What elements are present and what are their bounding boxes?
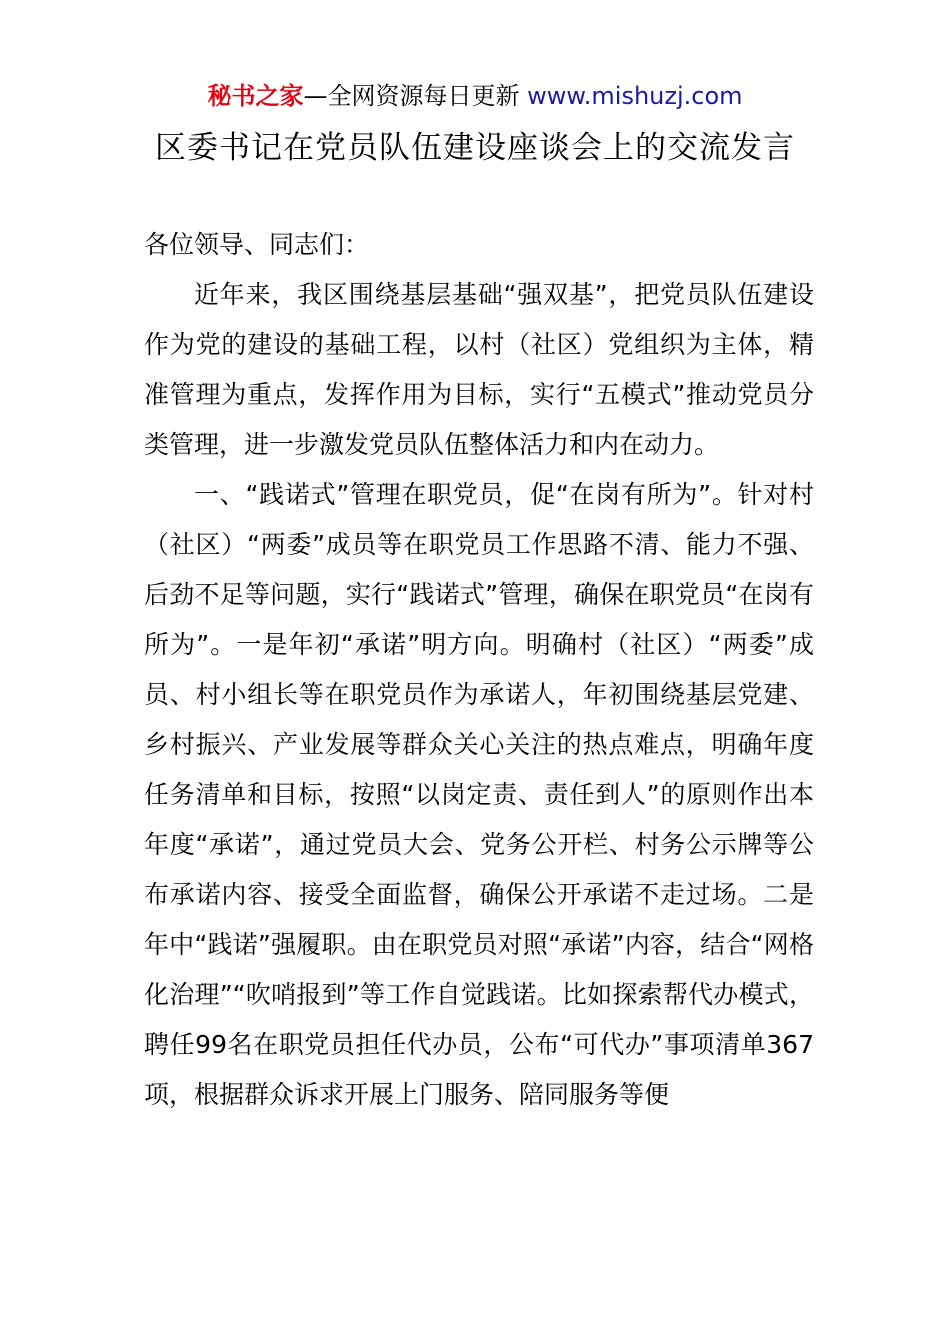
paragraph-intro: 近年来，我区围绕基层基础“强双基”，把党员队伍建设作为党的建设的基础工程，以村（社区）党组织为主体，精准管理为重点，发挥作用为目标，实行“五模式”推动党员分类管理，进一步激发党员队伍整体活力和内在动力。 [144, 280, 814, 459]
site-tagline: —全网资源每日更新 [303, 82, 520, 110]
site-url-link[interactable]: www.mishuzj.com [527, 82, 743, 110]
document-title: 区委书记在党员队伍建设座谈会上的交流发言 [155, 130, 795, 166]
site-name: 秘书之家 [207, 82, 304, 110]
site-header [0, 80, 950, 112]
paragraph-section-one: 一、“践诺式”管理在职党员，促“在岗有所为”。针对村（社区）“两委”成员等在职党员工作思路不清、能力不强、后劲不足等问题，实行“践诺式”管理，确保在职党员“在岗有所为”。一是年初“承诺”明方向。明确村（社区）“两委”成员、村小组长等在职党员作为承诺人，年初围绕基层党建、乡村振兴、产业发展等群众关心关注的热点难点，明确年度任务清单和目标，按照“以岗定责、责任到人”的原则作出本年度“承诺”，通过党员大会、党务公开栏、村务公示牌等公布承诺内容、接受全面监督，确保公开承诺不走过场。二是年中“践诺”强履职。由在职党员对照“承诺”内容，结合“网格化治理”“吹哨报到”等工作自觉践诺。比如探索帮代办模式，聘任99名在职党员担任代办员，公布“可代办”事项清单367项，根据群众诉求开展上门服务、陪同服务等便 [144, 480, 814, 1109]
salutation: 各位领导、同志们： [144, 230, 370, 259]
document-body [144, 220, 814, 1120]
